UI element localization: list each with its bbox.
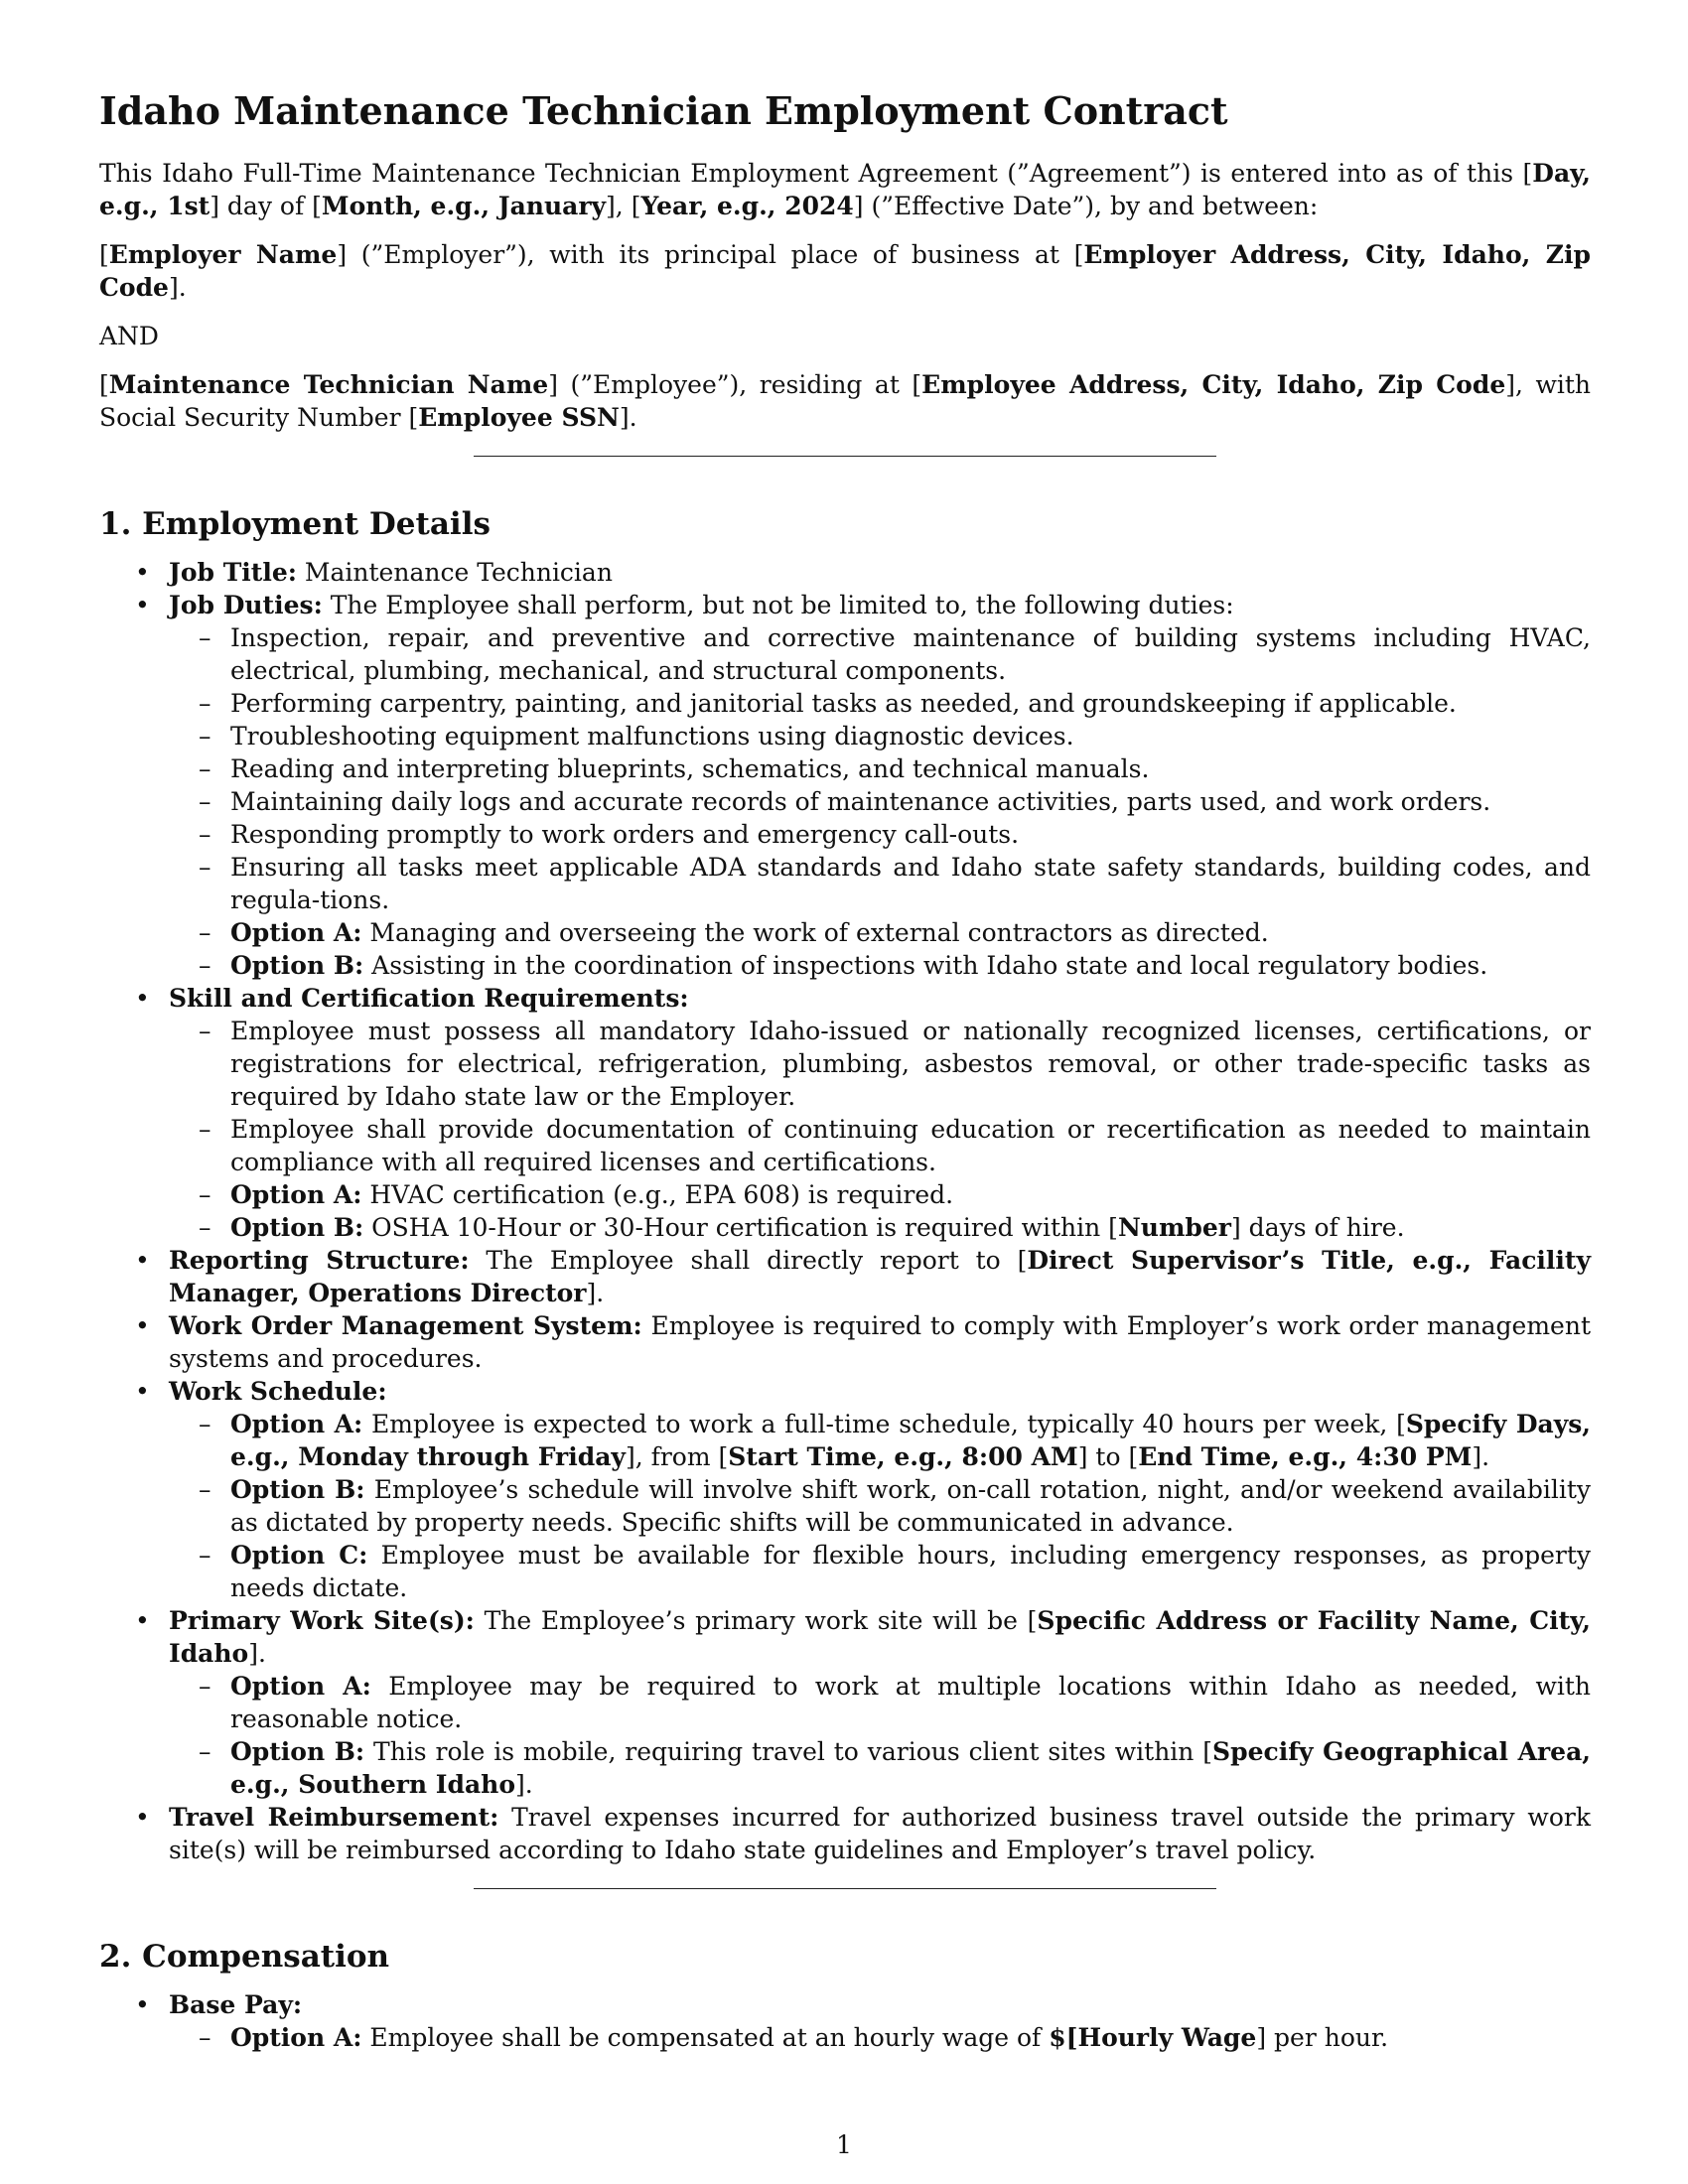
intro-text: ] (”Effective Date”), by and between:: [853, 192, 1319, 220]
employment-details-list: [99, 556, 1591, 1866]
employee-text: ].: [619, 403, 637, 432]
item-text: ].: [586, 1279, 605, 1307]
item-label: Work Schedule:: [169, 1377, 387, 1406]
option-text: ], from [: [625, 1442, 729, 1471]
document-title: Idaho Maintenance Technician Employment Contract: [99, 88, 1228, 133]
item-label: Travel Reimbursement:: [169, 1803, 499, 1832]
start-time-placeholder: Start Time, e.g., 8:00 AM: [728, 1442, 1078, 1471]
contract-page: [99, 87, 1591, 2054]
item-text: Employee is required to comply with Employer’s work order management systems and procedures.: [169, 1311, 1591, 1373]
option-text: ].: [1472, 1442, 1490, 1471]
intro-text: ] day of [: [210, 192, 322, 220]
end-time-placeholder: End Time, e.g., 4:30 PM: [1138, 1442, 1473, 1471]
site-placeholder: Specific Address or Facility Name, City, Idaho: [169, 1606, 1591, 1668]
intro-paragraph: [99, 157, 1591, 222]
item-label: Skill and Certification Requirements:: [169, 984, 689, 1013]
employer-name-placeholder: Employer Name: [108, 240, 338, 269]
option-text: This role is mobile, requiring travel to various client sites within [: [364, 1737, 1213, 1766]
item-label: Primary Work Site(s):: [169, 1606, 475, 1635]
duty-item: – Reading and interpreting blueprints, schematics, and technical manuals.: [169, 752, 1591, 785]
duty-option-b: [169, 949, 1591, 982]
option-text: Employee may be required to work at multiple locations within Idaho as needed, with reasonable notice.: [230, 1672, 1592, 1733]
section-heading-compensation: 2. Compensation: [99, 1939, 390, 1975]
duty-item: – Performing carpentry, painting, and janitorial tasks as needed, and groundskeeping if applicable.: [169, 687, 1591, 720]
pay-sublist: [169, 2021, 1591, 2054]
item-text: Maintenance Technician: [296, 558, 613, 587]
horizontal-divider: [474, 456, 1216, 457]
option-text: ].: [515, 1770, 533, 1799]
option-text: Managing and overseeing the work of external contractors as directed.: [361, 918, 1269, 947]
option-text: ] to [: [1077, 1442, 1139, 1471]
area-placeholder: Specify Geographical Area, e.g., Southern Idaho: [230, 1737, 1591, 1799]
skills-sublist: [169, 1015, 1591, 1244]
employer-text: ].: [168, 273, 187, 302]
item-label: Job Duties:: [169, 591, 323, 619]
item-label: Base Pay:: [169, 1990, 303, 2019]
duty-item: – Ensuring all tasks meet applicable ADA standards and Idaho state safety standards, building codes, and regula-tions.: [169, 851, 1591, 916]
schedule-option-b: [169, 1473, 1591, 1539]
horizontal-divider: [474, 1888, 1216, 1889]
item-label: Job Title:: [169, 558, 297, 587]
schedule-sublist: [169, 1408, 1591, 1604]
employee-paragraph: [99, 368, 1591, 434]
option-label: Option A:: [230, 2023, 362, 2052]
duty-item: – Maintaining daily logs and accurate records of maintenance activities, parts used, and work orders.: [169, 785, 1591, 818]
employee-address-placeholder: Employee Address, City, Idaho, Zip Code: [921, 370, 1506, 399]
day-placeholder: Day, e.g., 1st: [99, 159, 1591, 220]
and-separator: AND: [99, 322, 159, 350]
section-heading-employment-details: 1. Employment Details: [99, 506, 491, 542]
days-placeholder: Specify Days, e.g., Monday through Friday: [230, 1410, 1591, 1471]
option-text: ] days of hire.: [1230, 1213, 1405, 1242]
duty-item: – Inspection, repair, and preventive and corrective maintenance of building systems including HVAC, electrical, plumbing, mechanical, and structural components.: [169, 621, 1591, 687]
list-item-primary-work-site: [99, 1604, 1591, 1801]
option-text: Employee is expected to work a full-time schedule, typically 40 hours per week, [: [362, 1410, 1406, 1438]
list-item-base-pay: [99, 1988, 1591, 2054]
list-item-skills: [99, 982, 1591, 1244]
employer-paragraph: [99, 238, 1591, 304]
duty-item: – Troubleshooting equipment malfunctions using diagnostic devices.: [169, 720, 1591, 752]
duties-sublist: [169, 621, 1591, 982]
skill-item: – Employee shall provide documentation of continuing education or recertification as needed to maintain compliance with all required licenses and certifications.: [169, 1113, 1591, 1178]
item-label: Work Order Management System:: [169, 1311, 642, 1340]
skill-option-a: [169, 1178, 1591, 1211]
option-label: Option A:: [230, 1672, 371, 1701]
page-number: 1: [836, 2130, 852, 2159]
list-item-work-schedule: [99, 1375, 1591, 1604]
option-label: Option B:: [230, 951, 364, 980]
option-text: HVAC certification (e.g., EPA 608) is required.: [361, 1180, 954, 1209]
option-text: Employee shall be compensated at an hourly wage of: [361, 2023, 1050, 2052]
employee-ssn-placeholder: Employee SSN: [418, 403, 620, 432]
duty-option-a: [169, 916, 1591, 949]
hourly-wage-placeholder: $[Hourly Wage: [1049, 2023, 1257, 2052]
employee-text: ], with Social Security Number [: [99, 370, 1591, 432]
list-item-travel-reimbursement: [99, 1801, 1591, 1866]
intro-text: This Idaho Full-Time Maintenance Technician Employment Agreement (”Agreement”) is entered into as of this [: [99, 159, 1533, 188]
schedule-option-c: [169, 1539, 1591, 1604]
option-label: Option A:: [230, 1180, 362, 1209]
list-item-reporting-structure: [99, 1244, 1591, 1309]
option-text: ] per hour.: [1256, 2023, 1389, 2052]
number-placeholder: Number: [1117, 1213, 1231, 1242]
duty-item: – Responding promptly to work orders and emergency call-outs.: [169, 818, 1591, 851]
schedule-option-a: [169, 1408, 1591, 1473]
site-option-b: [169, 1735, 1591, 1801]
year-placeholder: Year, e.g., 2024: [640, 192, 854, 220]
employee-name-placeholder: Maintenance Technician Name: [108, 370, 549, 399]
option-text: Employee must be available for flexible hours, including emergency responses, as property needs dictate.: [230, 1541, 1591, 1602]
supervisor-placeholder: Direct Supervisor’s Title, e.g., Facility Manager, Operations Director: [169, 1246, 1591, 1307]
compensation-list: [99, 1988, 1591, 2054]
list-item-job-duties: [99, 589, 1591, 982]
item-text: ].: [248, 1639, 266, 1668]
employee-text: [: [99, 370, 109, 399]
item-text: Travel expenses incurred for authorized business travel outside the primary work site(s) will be reimbursed according to Idaho state guidelines and Employer’s travel policy.: [169, 1803, 1591, 1864]
option-text: Assisting in the coordination of inspections with Idaho state and local regulatory bodies.: [363, 951, 1488, 980]
employee-text: ] (”Employee”), residing at [: [548, 370, 922, 399]
site-option-a: [169, 1670, 1591, 1735]
list-item-job-title: [99, 556, 1591, 589]
option-text: OSHA 10-Hour or 30-Hour certification is required within [: [363, 1213, 1118, 1242]
option-label: Option B:: [230, 1475, 365, 1504]
skill-option-b: [169, 1211, 1591, 1244]
item-text: The Employee shall perform, but not be limited to, the following duties:: [322, 591, 1234, 619]
option-label: Option A:: [230, 918, 362, 947]
site-sublist: [169, 1670, 1591, 1801]
option-label: Option A:: [230, 1410, 363, 1438]
item-text: The Employee shall directly report to [: [469, 1246, 1028, 1275]
intro-text: ], [: [606, 192, 641, 220]
item-label: Reporting Structure:: [169, 1246, 470, 1275]
list-item-work-order-system: [99, 1309, 1591, 1375]
item-text: The Employee’s primary work site will be [: [474, 1606, 1038, 1635]
option-text: Employee’s schedule will involve shift work, on-call rotation, night, and/or weekend availability as dictated by property needs. Specific shifts will be communicated in advance.: [230, 1475, 1591, 1537]
employer-text: [: [99, 240, 109, 269]
pay-option-a: [169, 2021, 1591, 2054]
employer-address-placeholder: Employer Address, City, Idaho, Zip Code: [99, 240, 1591, 302]
employer-text: ] (”Employer”), with its principal place of business at [: [337, 240, 1084, 269]
skill-item: – Employee must possess all mandatory Idaho-issued or nationally recognized licenses, certifications, or registrations for electrical, refrigeration, plumbing, asbestos removal, or other trade-specific tasks as required by Idaho state law or the Employer.: [169, 1015, 1591, 1113]
month-placeholder: Month, e.g., January: [321, 192, 607, 220]
option-label: Option B:: [230, 1737, 365, 1766]
option-label: Option B:: [230, 1213, 364, 1242]
option-label: Option C:: [230, 1541, 368, 1570]
